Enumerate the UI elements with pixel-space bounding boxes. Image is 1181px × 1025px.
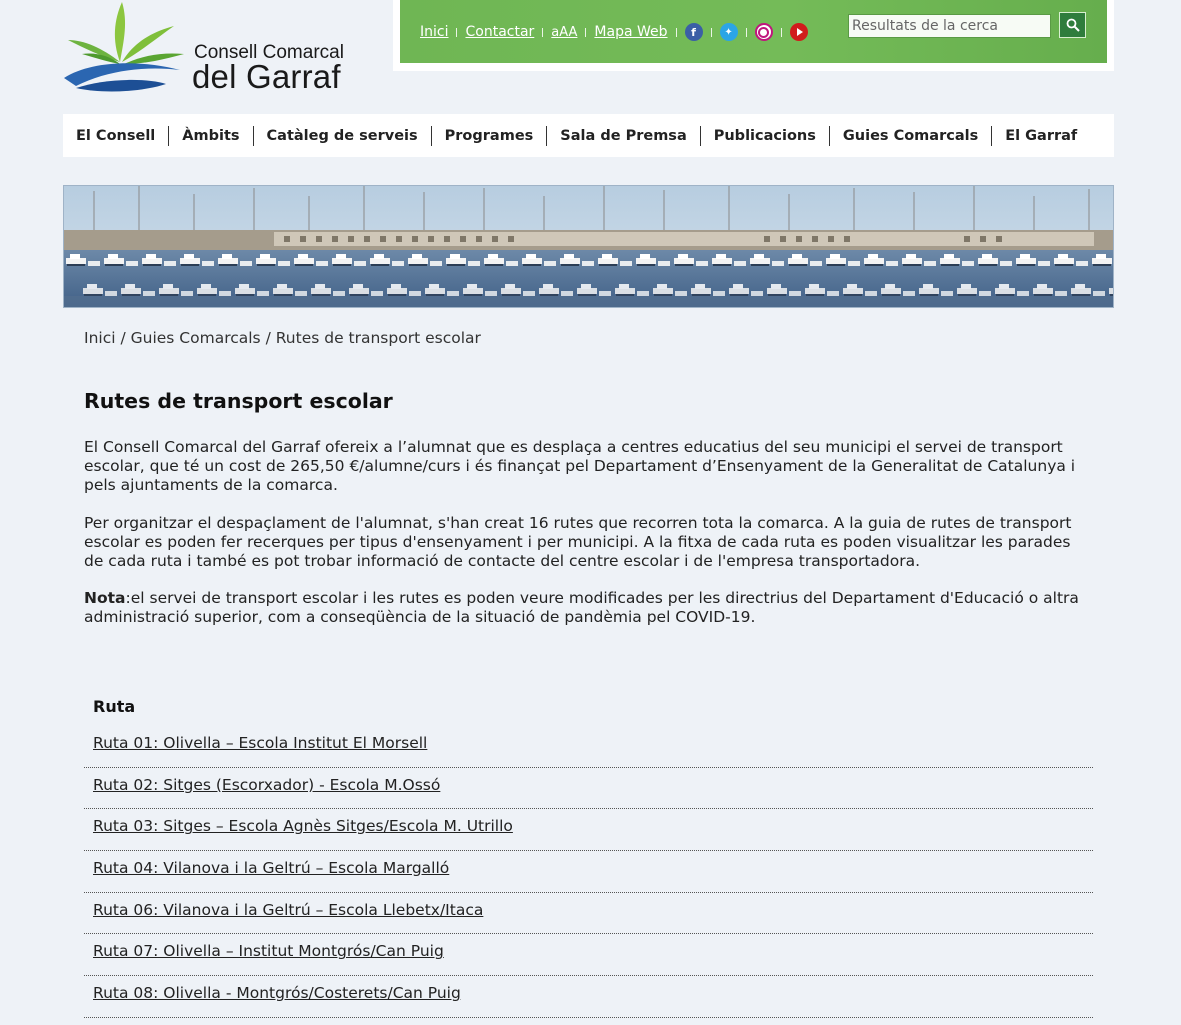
twitter-icon[interactable]: ✦ (720, 23, 738, 41)
route-link-08[interactable]: Ruta 08: Olivella - Montgrós/Costerets/Can Puig (93, 984, 461, 1003)
separator (676, 28, 677, 37)
note-paragraph (84, 589, 1094, 627)
nav-separator (431, 126, 432, 146)
nav-separator (253, 126, 254, 146)
route-row (84, 934, 1093, 976)
route-link-02[interactable]: Ruta 02: Sitges (Escorxador) - Escola M.Ossó (93, 775, 441, 794)
breadcrumb-home[interactable]: Inici (84, 329, 116, 347)
route-row (84, 726, 1093, 768)
note-text: :el servei de transport escolar i les rutes es poden veure modificades per les directrius del Departament d'Educació o altra administració superior, com a conseqüència de la situació de pandèmia pel COVID-19. (84, 589, 1079, 626)
route-row (84, 976, 1093, 1018)
utility-links (420, 20, 808, 44)
breadcrumb-guies[interactable]: Guies Comarcals (130, 329, 261, 347)
contact-link[interactable]: Contactar (465, 24, 535, 40)
nav-separator (991, 126, 992, 146)
routes-list (84, 726, 1093, 1018)
note-label: Nota (84, 589, 126, 607)
routes-info-paragraph: Per organitzar el despaçlament de l'alumnat, s'han creat 16 rutes que recorren tota la comarca. A la guia de rutes de transport escolar es poden fer recerques per tipus d'ensenyament i per municipi. A la fitxa de cada ruta es poden visualitzar les parades de cada ruta i també es pot trobar informació de contacte del centre escolar i de l'empresa transportadora. (84, 514, 1072, 570)
harbour-image (64, 186, 1114, 308)
page-title: Rutes de transport escolar (84, 389, 393, 413)
youtube-icon[interactable] (790, 23, 808, 41)
route-link-04[interactable]: Ruta 04: Vilanova i la Geltrú – Escola Margalló (93, 859, 450, 878)
search-input[interactable] (848, 14, 1051, 38)
utility-bar-frame (393, 0, 1114, 71)
nav-item-sala-premsa[interactable]: Sala de Premsa (560, 127, 687, 144)
route-row (84, 768, 1093, 810)
utility-bar (400, 0, 1107, 63)
separator (711, 28, 712, 37)
route-link-03[interactable]: Ruta 03: Sitges – Escola Agnès Sitges/Escola M. Utrillo (93, 817, 513, 836)
search-icon (1066, 18, 1080, 32)
logo-text-line1: Consell Comarcal (194, 42, 344, 63)
header-banner-image (63, 185, 1114, 308)
route-row (84, 809, 1093, 851)
facebook-icon[interactable]: f (685, 23, 703, 41)
nav-item-publicacions[interactable]: Publicacions (713, 127, 816, 144)
nav-separator (829, 126, 830, 146)
nav-separator (168, 126, 169, 146)
logo-text-line2: del Garraf (192, 58, 341, 95)
sitemap-link[interactable]: Mapa Web (594, 24, 668, 40)
route-link-07[interactable]: Ruta 07: Olivella – Institut Montgrós/Can Puig (93, 942, 444, 961)
routes-header: Ruta (93, 697, 136, 716)
instagram-icon[interactable] (755, 23, 773, 41)
nav-separator (700, 126, 701, 146)
separator (781, 28, 782, 37)
nav-item-ambits[interactable]: Àmbits (182, 127, 240, 144)
separator (585, 28, 586, 37)
route-row (84, 851, 1093, 893)
logo-leaf-icon (62, 0, 192, 100)
separator (456, 28, 457, 37)
nav-item-cataleg[interactable]: Catàleg de serveis (266, 127, 418, 144)
breadcrumb: Inici / Guies Comarcals / Rutes de transport escolar (84, 329, 481, 347)
nav-item-programes[interactable]: Programes (444, 127, 534, 144)
route-link-01[interactable]: Ruta 01: Olivella – Escola Institut El Morsell (93, 734, 428, 752)
main-navigation (63, 114, 1114, 157)
site-logo[interactable] (62, 0, 352, 100)
nav-item-el-consell[interactable]: El Consell (76, 127, 156, 144)
nav-separator (546, 126, 547, 146)
route-row (84, 893, 1093, 935)
search-button[interactable] (1059, 12, 1086, 38)
nav-item-el-garraf[interactable]: El Garraf (1005, 127, 1078, 144)
font-size-link[interactable]: aAA (551, 24, 578, 40)
nav-item-guies-comarcals[interactable]: Guies Comarcals (842, 127, 979, 144)
intro-paragraph: El Consell Comarcal del Garraf ofereix a l’alumnat que es desplaça a centres educatius del seu municipi el servei de transport escolar, que té un cost de 265,50 €/alumne/curs i és finançat pel Departament d’Ensenyament de la Generalitat de Catalunya i pels ajuntaments de la comarca. (84, 438, 1076, 494)
home-link[interactable]: Inici (420, 24, 449, 40)
route-link-06[interactable]: Ruta 06: Vilanova i la Geltrú – Escola Llebetx/Itaca (93, 900, 484, 919)
separator (542, 28, 543, 37)
breadcrumb-current: Rutes de transport escolar (275, 329, 481, 347)
separator (746, 28, 747, 37)
